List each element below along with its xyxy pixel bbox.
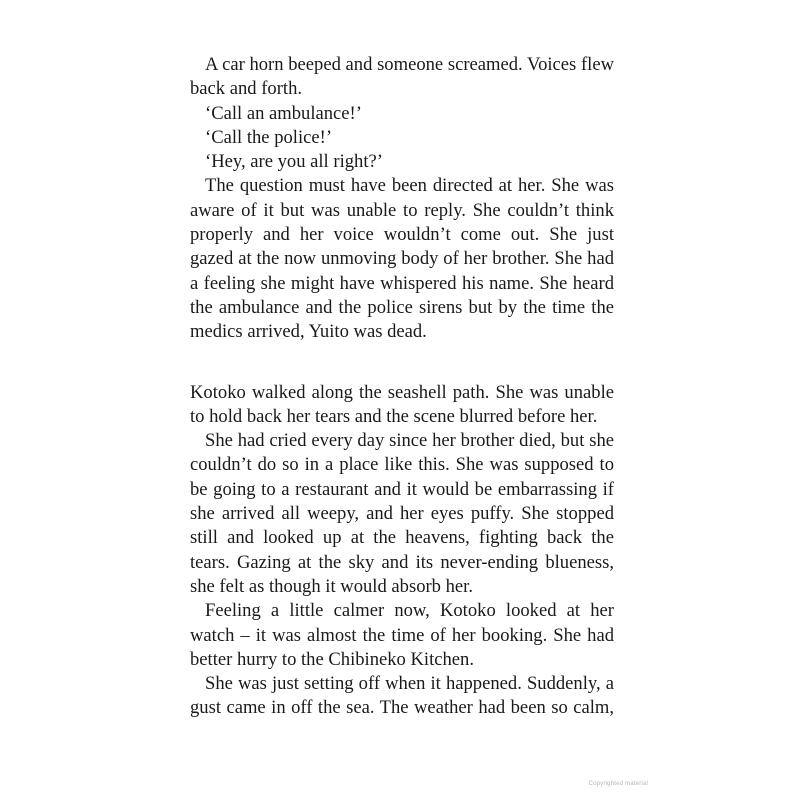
paragraph: Kotoko walked along the seashell path. She was unable to hold back her tears and the scene blurred before her. (190, 381, 614, 427)
paragraph: The question must have been directed at her. She was aware of it but was unable to reply. She couldn’t think properly and her voice wouldn’t come out. She just gazed at the now unmoving body of her brother. She had a feeling she might have whispered his name. She heard the ambulance and the police sirens but by the time the medics arrived, Yuito was dead. (190, 175, 614, 343)
dialogue-line: ‘Hey, are you all right?’ (205, 151, 383, 173)
paragraph: Feeling a little calmer now, Kotoko looked at her watch – it was almost the time of her booking. She had better hurry to the Chibineko Kitchen. (190, 600, 614, 670)
paragraph: She had cried every day since her brother died, but she couldn’t do so in a place like this. She was supposed to be going to a restaurant and it would be embarrassing if she arrived all weepy, and her eyes puffy. She stopped still and looked up at the heavens, fighting back the tears. Gazing at the sky and its never-ending blueness, she felt as though it would absorb her. (190, 430, 614, 597)
section-one (190, 53, 614, 345)
paragraph: A car horn beeped and someone screamed. Voices flew back and forth. (190, 54, 614, 100)
section-two (190, 381, 614, 721)
paragraph: She was just setting off when it happened. Suddenly, a gust came in off the sea. The weather had been so calm, (190, 673, 614, 719)
book-page (190, 53, 614, 721)
dialogue-line: ‘Call the police!’ (205, 126, 333, 148)
dialogue-line: ‘Call an ambulance!’ (205, 102, 362, 124)
section-break (190, 345, 614, 381)
copyright-watermark: Copyrighted material (588, 781, 648, 787)
